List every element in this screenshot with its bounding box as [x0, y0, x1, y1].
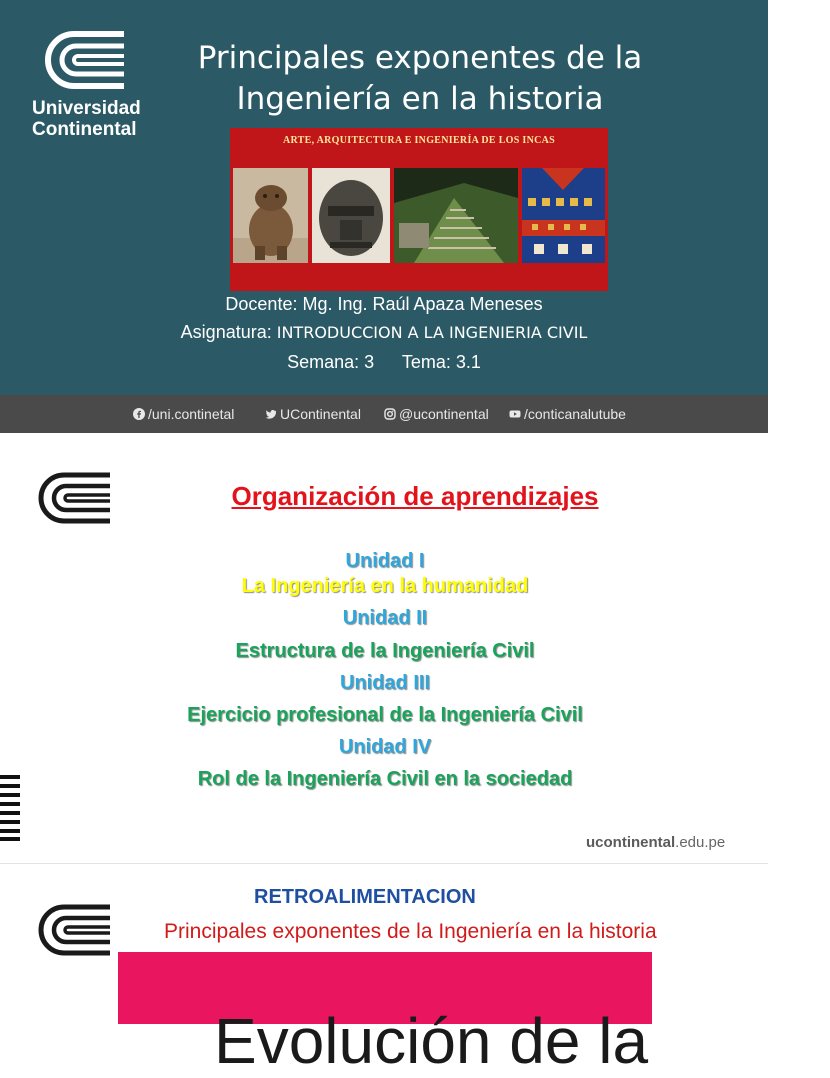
footer-domain: .edu.pe	[675, 834, 726, 851]
tema-text: Tema: 3.1	[401, 352, 481, 372]
semana-text: Semana: 3	[287, 352, 375, 372]
slide-title	[160, 38, 680, 120]
footer-website	[586, 834, 725, 851]
social-youtube[interactable]	[509, 406, 626, 422]
stone-head-image	[312, 168, 390, 263]
logo-text	[32, 98, 141, 140]
footer-brand: ucontinental	[586, 834, 676, 851]
machu-picchu-image	[394, 168, 518, 263]
unit-1-label: Unidad I	[345, 550, 425, 572]
semana-tema-line	[0, 352, 768, 373]
twitter-icon	[265, 408, 277, 420]
title-line-2: Ingeniería en la historia	[236, 81, 604, 117]
social-instagram[interactable]	[384, 406, 489, 422]
unit-2-topic: Estructura de la Ingeniería Civil	[235, 640, 535, 662]
retro-subheading: Principales exponentes de la Ingeniería en la historia	[164, 920, 657, 943]
youtube-handle: /conticanalutube	[524, 406, 626, 422]
unit-4-topic: Rol de la Ingeniería Civil en la sociedad	[197, 768, 573, 790]
social-twitter[interactable]	[265, 406, 361, 422]
facebook-handle: /uni.continetal	[148, 406, 235, 422]
evolution-box	[118, 952, 652, 1077]
docente-text: Docente: Mg. Ing. Raúl Apaza Meneses	[225, 294, 543, 314]
unit-3-label: Unidad III	[340, 672, 430, 694]
puma-sculpture-image	[233, 168, 308, 263]
continental-logo-icon	[40, 904, 112, 956]
title-line-1: Principales exponentes de la	[197, 40, 643, 76]
continental-logo-icon	[46, 30, 126, 90]
inca-textile-image	[522, 168, 605, 263]
evolution-box-text: Evolución de la	[214, 1005, 649, 1077]
youtube-icon	[509, 408, 521, 420]
learning-organization-title: Organización de aprendizajes	[231, 481, 599, 511]
facebook-icon	[133, 408, 145, 420]
slide-separator	[0, 863, 768, 864]
logo-line-1: Universidad	[32, 98, 141, 119]
social-facebook[interactable]	[133, 406, 234, 422]
stripe-decoration-icon	[0, 775, 22, 841]
image-caption: ARTE, ARQUITECTURA E INGENIERÍA DE LOS INCAS	[282, 135, 556, 146]
asignatura-label: Asignatura:	[180, 322, 277, 342]
asignatura-value: INTRODUCCION A LA INGENIERIA CIVIL	[276, 323, 588, 342]
unit-4-label: Unidad IV	[338, 736, 432, 758]
title-slide	[0, 0, 768, 395]
unit-1-topic: La Ingeniería en la humanidad	[241, 575, 529, 597]
instagram-icon	[384, 408, 396, 420]
asignatura-line	[0, 322, 768, 343]
twitter-handle: UContinental	[280, 406, 361, 422]
retroalimentacion-heading: RETROALIMENTACION	[254, 886, 476, 908]
unit-2-label: Unidad II	[342, 607, 428, 629]
instagram-handle: @ucontinental	[399, 406, 489, 422]
unit-3-topic: Ejercicio profesional de la Ingeniería Civil	[187, 704, 583, 726]
inca-image-panel	[230, 128, 608, 291]
logo-line-2: Continental	[32, 119, 137, 140]
